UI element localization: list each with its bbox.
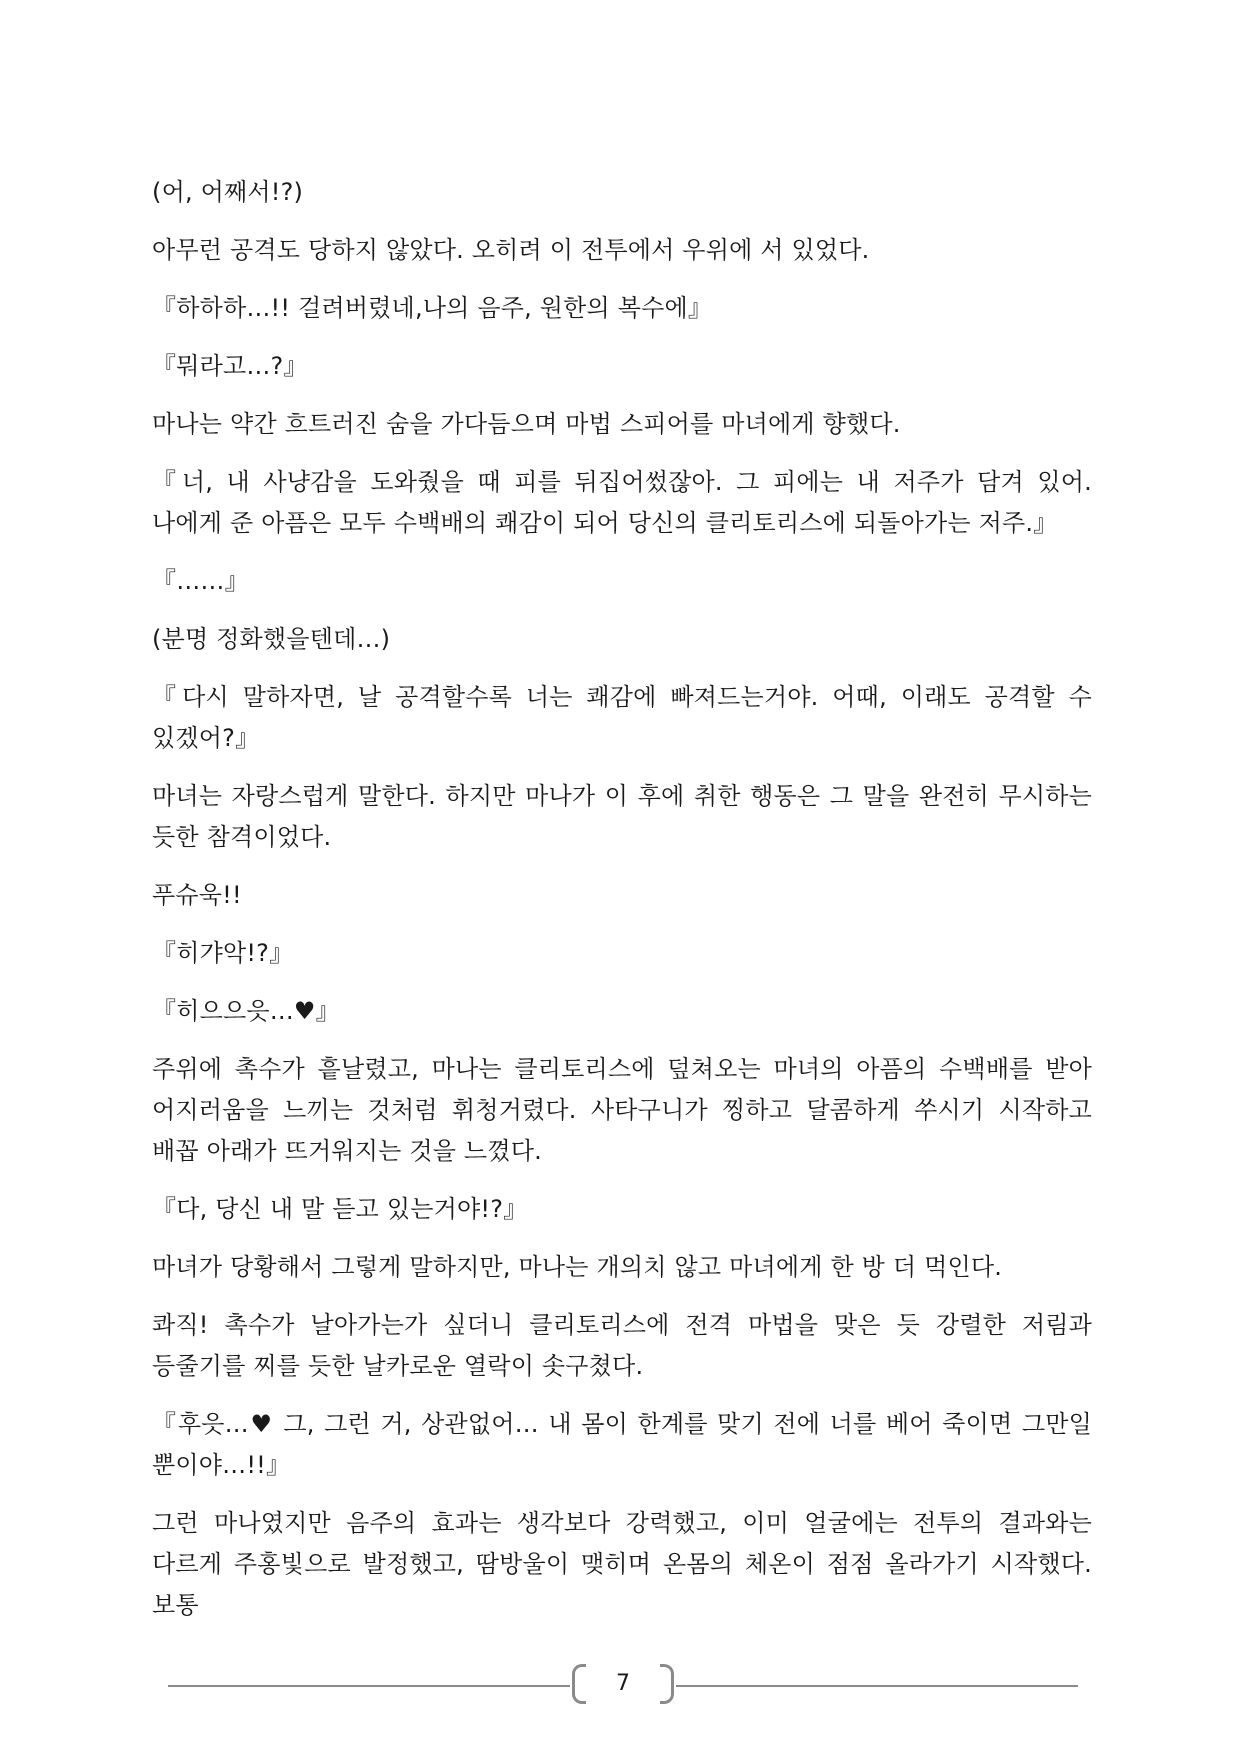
paragraph: (어, 어째서!?) [152, 178, 304, 206]
paragraph: 『히갸악!?』 [152, 939, 294, 967]
paragraph: 『……』 [152, 567, 249, 595]
paragraph: 마나는 약간 흐트러진 숨을 가다듬으며 마법 스피어를 마녀에게 향했다. [152, 410, 901, 438]
footer-rule-left [168, 1685, 570, 1687]
paragraph: 『다, 당신 내 말 듣고 있는거야!?』 [152, 1195, 528, 1223]
document-body [152, 172, 1092, 1643]
page-number: 7 [616, 1671, 630, 1696]
paragraph: (분명 정화했을텐데…) [152, 625, 391, 653]
footer-rule-right [676, 1685, 1078, 1687]
paragraph: 『후읏…♥ 그, 그런 거, 상관없어… 내 몸이 한계를 맞기 전에 너를 베어 죽이면 그만일 뿐이야…!!』 [152, 1410, 1092, 1479]
paragraph: 콰직! 촉수가 날아가는가 싶더니 클리토리스에 전격 마법을 맞은 듯 강렬한 저림과 등줄기를 찌를 듯한 날카로운 열락이 솟구쳤다. [152, 1311, 1092, 1380]
paragraph: 『뭐라고…?』 [152, 352, 308, 380]
paragraph: 마녀가 당황해서 그렇게 말하지만, 마나는 개의치 않고 마녀에게 한 방 더 먹인다. [152, 1253, 1003, 1281]
paragraph: 『너, 내 사냥감을 도와줬을 때 피를 뒤집어썼잖아. 그 피에는 내 저주가 담겨 있어. 나에게 준 아픔은 모두 수백배의 쾌감이 되어 당신의 클리토리스에 되돌아가는 저주.』 [152, 468, 1092, 537]
paragraph: 마녀는 자랑스럽게 말한다. 하지만 마나가 이 후에 취한 행동은 그 말을 완전히 무시하는 듯한 참격이었다. [152, 782, 1092, 851]
paragraph: 그런 마나였지만 음주의 효과는 생각보다 강력했고, 이미 얼굴에는 전투의 결과와는 다르게 주홍빛으로 발정했고, 땀방울이 맺히며 온몸의 체온이 점점 올라가기 시작했다. 보통 [152, 1509, 1092, 1619]
page-footer [168, 1660, 1078, 1710]
paragraph: 『하하하…!! 걸려버렸네,나의 음주, 원한의 복수에』 [152, 294, 713, 322]
paragraph: 『히으으읏…♥』 [152, 997, 340, 1025]
footer-bracket-open [572, 1664, 586, 1704]
paragraph: 주위에 촉수가 흩날렸고, 마나는 클리토리스에 덮쳐오는 마녀의 아픔의 수백배를 받아 어지러움을 느끼는 것처럼 휘청거렸다. 사타구니가 찡하고 달콤하게 쑤시기 시작하고 배꼽 아래가 뜨거워지는 것을 느꼈다. [152, 1055, 1092, 1165]
paragraph: 아무런 공격도 당하지 않았다. 오히려 이 전투에서 우위에 서 있었다. [152, 236, 870, 264]
paragraph: 『다시 말하자면, 날 공격할수록 너는 쾌감에 빠져드는거야. 어때, 이래도 공격할 수 있겠어?』 [152, 683, 1092, 752]
paragraph: 푸슈욱!! [152, 881, 242, 909]
footer-bracket-close [660, 1664, 674, 1704]
